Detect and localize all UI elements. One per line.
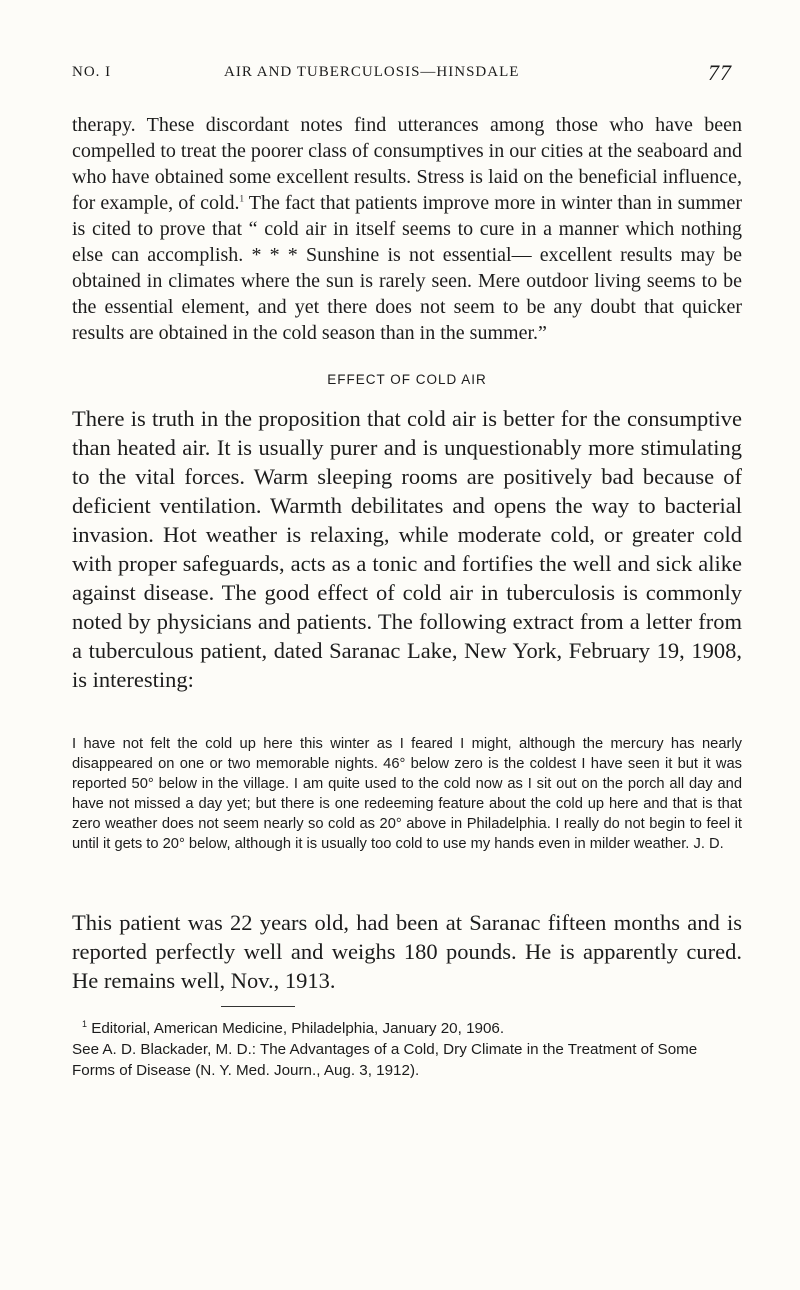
paragraph-therapy-text-a: therapy. These discordant notes find utterances among those who have been compelled to treat the poorer class of consumptives in our cities at the seaboard and who have obtained some excellent results. Stress is laid on the beneficial influence, for example, of cold.: [72, 114, 742, 214]
paragraph-therapy: [72, 112, 742, 346]
letter-extract: I have not felt the cold up here this winter as I feared I might, although the mercury has nearly disappeared on one or two memorable nights. 46° below zero is the coldest I have seen it but it was reported 50° below in the village. I am quite used to the cold now as I sit out on the porch all day and have not missed a day yet; but there is one redeeming feature about the cold up here and that is that zero weather does not seem nearly so cold as 20° above in Philadelphia. I really do not begin to feel it until it gets to 20° below, although it is usually too cold to use my hands even in milder weather. J. D.: [72, 736, 742, 852]
running-title: AIR AND TUBERCULOSIS—HINSDALE: [224, 64, 520, 80]
footnote-1-mark: 1: [82, 1018, 88, 1029]
footnote-divider: [221, 1006, 295, 1007]
paragraph-patient: This patient was 22 years old, had been at Saranac fifteen months and is reported perfectly well and weighs 180 pounds. He is apparently cured. He remains well, Nov., 1913.: [72, 910, 742, 993]
running-header: [72, 60, 732, 88]
journal-number: NO. I: [72, 64, 112, 80]
footnote-1-text: Editorial, American Medicine, Philadelphia, January 20, 1906.: [87, 1020, 505, 1037]
paragraph-cold-air: There is truth in the proposition that cold air is better for the consumptive than heated air. It is usually purer and is unquestionably more stimulating to the vital forces. Warm sleeping rooms are positively bad because of deficient ventilation. Warmth debilitates and opens the way to bacterial invasion. Hot weather is relaxing, while moderate cold, or greater cold with proper safeguards, acts as a tonic and fortifies the well and sick alike against disease. The good effect of cold air in tuberculosis is commonly noted by physicians and patients. The following extract from a letter from a tuberculous patient, dated Saranac Lake, New York, February 19, 1908, is interesting:: [72, 406, 742, 692]
footnote-2: See A. D. Blackader, M. D.: The Advantages of a Cold, Dry Climate in the Treatment of Some Forms of Disease (N. Y. Med. Journ., Aug. 3, 1912).: [72, 1041, 698, 1079]
paragraph-therapy-text-b: The fact that patients improve more in winter than in summer is cited to prove that “ cold air in itself seems to cure in a manner which nothing else can accomplish. * * * Sunshine is not essential— excellent results may be obtained in climates where the sun is rarely seen. Mere outdoor living seems to be the essential element, and yet there does not seem to be any doubt that quicker results are obtained in the cold season than in the summer.”: [72, 192, 742, 344]
footnote-mark: 1: [239, 193, 245, 204]
footnotes: [72, 1018, 742, 1081]
page-number: 77: [708, 60, 732, 85]
footnote-1: [72, 1018, 742, 1039]
section-heading: EFFECT OF COLD AIR: [327, 372, 487, 387]
